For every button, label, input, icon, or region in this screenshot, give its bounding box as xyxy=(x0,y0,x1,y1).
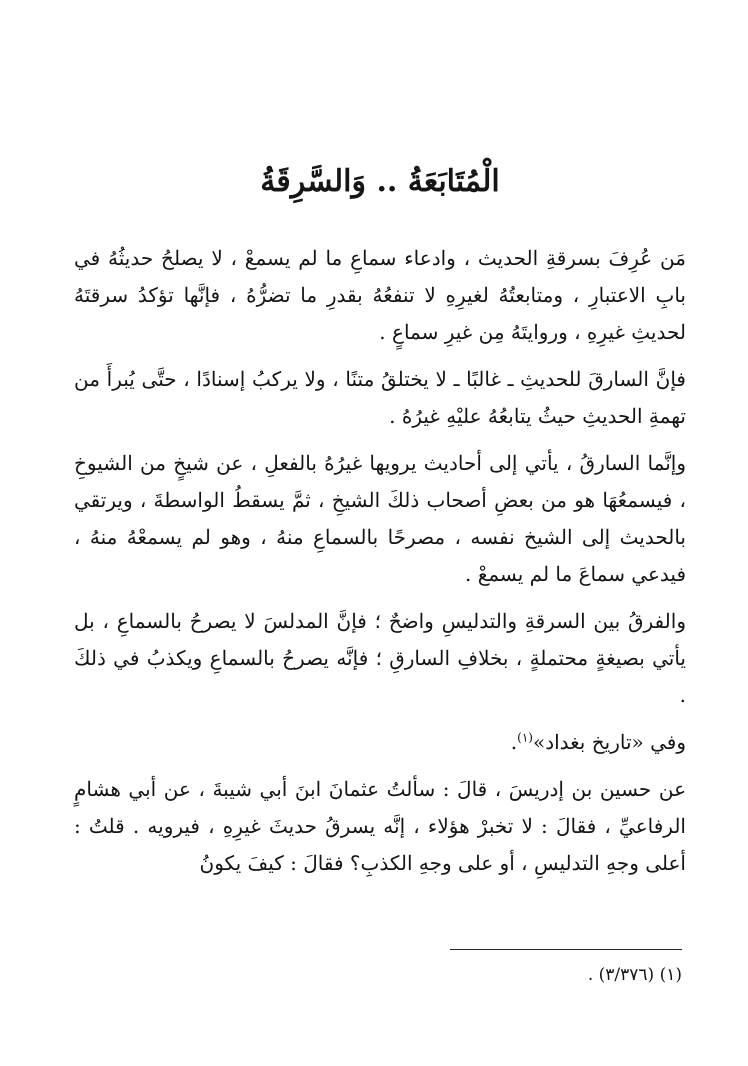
citation-line xyxy=(74,724,686,761)
quote-paragraph: عن حسين بن إدريسَ ، قالَ : سألتُ عثمانَ ابنَ أبي شيبةَ ، عن أبي هشامٍ الرفاعيِّ ، فقالَ : لا تخبرْ هؤلاء ، إنَّه يسرقُ حديثَ غيرِهِ ، فيرويه . قلتُ : أعلى وجهِ التدليسِ ، أو على وجهِ الكذبِ؟ فقالَ : كيفَ يكونُ xyxy=(74,777,686,875)
paragraph: وإنَّما السارقُ ، يأتي إلى أحاديث يرويها غيرُهُ بالفعلِ ، عن شيخٍ من الشيوخِ ، فيسمعُهَا هو من بعضِ أصحاب ذلكَ الشيخِ ، ثمَّ يسقطُ الواسطةَ ، ويرتقي بالحديث إلى الشيخ نفسه ، مصرحًا بالسماعِ منهُ ، وهو لم يسمعْهُ منهُ ، فيدعي سماعَ ما لم يسمعْ . xyxy=(74,451,686,586)
footnote-divider xyxy=(450,949,682,950)
paragraph: والفرقُ بين السرقةِ والتدليسِ واضحٌ ؛ فإنَّ المدلسَ لا يصرحُ بالسماعِ ، بل يأتي بصيغةٍ محتملةٍ ، بخلافِ السارقِ ؛ فإنَّه يصرحُ بالسماعِ ويكذبُ في ذلكَ . xyxy=(74,609,686,707)
citation-end: . xyxy=(510,730,518,754)
citation-text: وفي «تاريخ بغداد» xyxy=(532,730,686,754)
footnote: (١) (٣/٣٧٦) . xyxy=(587,965,682,985)
paragraph: فإنَّ السارقَ للحديثِ ـ غالبًا ـ لا يختلقُ متنًا ، ولا يركبُ إسنادًا ، حتَّى يُبرأَ من تهمةِ الحديثِ حيثُ يتابعُهُ عليْهِ غيرُهُ . xyxy=(74,367,686,428)
body-text xyxy=(74,240,686,882)
chapter-title: الْمُتَابَعَةُ .. وَالسَّرِقَةُ xyxy=(260,164,500,199)
paragraph: مَن عُرِفَ بسرقةِ الحديث ، وادعاء سماعِ ما لم يسمعْ ، لا يصلحُ حديثُهُ في بابِ الاعتبارِ ، ومتابعتُهُ لغيرِهِ لا تنفعُهُ بقدرِ ما تضرُّهُ ، فإنَّها تؤكدُ سرقتَهُ لحديثِ غيرِهِ ، وروايتَهُ مِن غيرِ سماعٍ . xyxy=(74,246,687,344)
footnote-marker: (١) xyxy=(517,730,533,745)
